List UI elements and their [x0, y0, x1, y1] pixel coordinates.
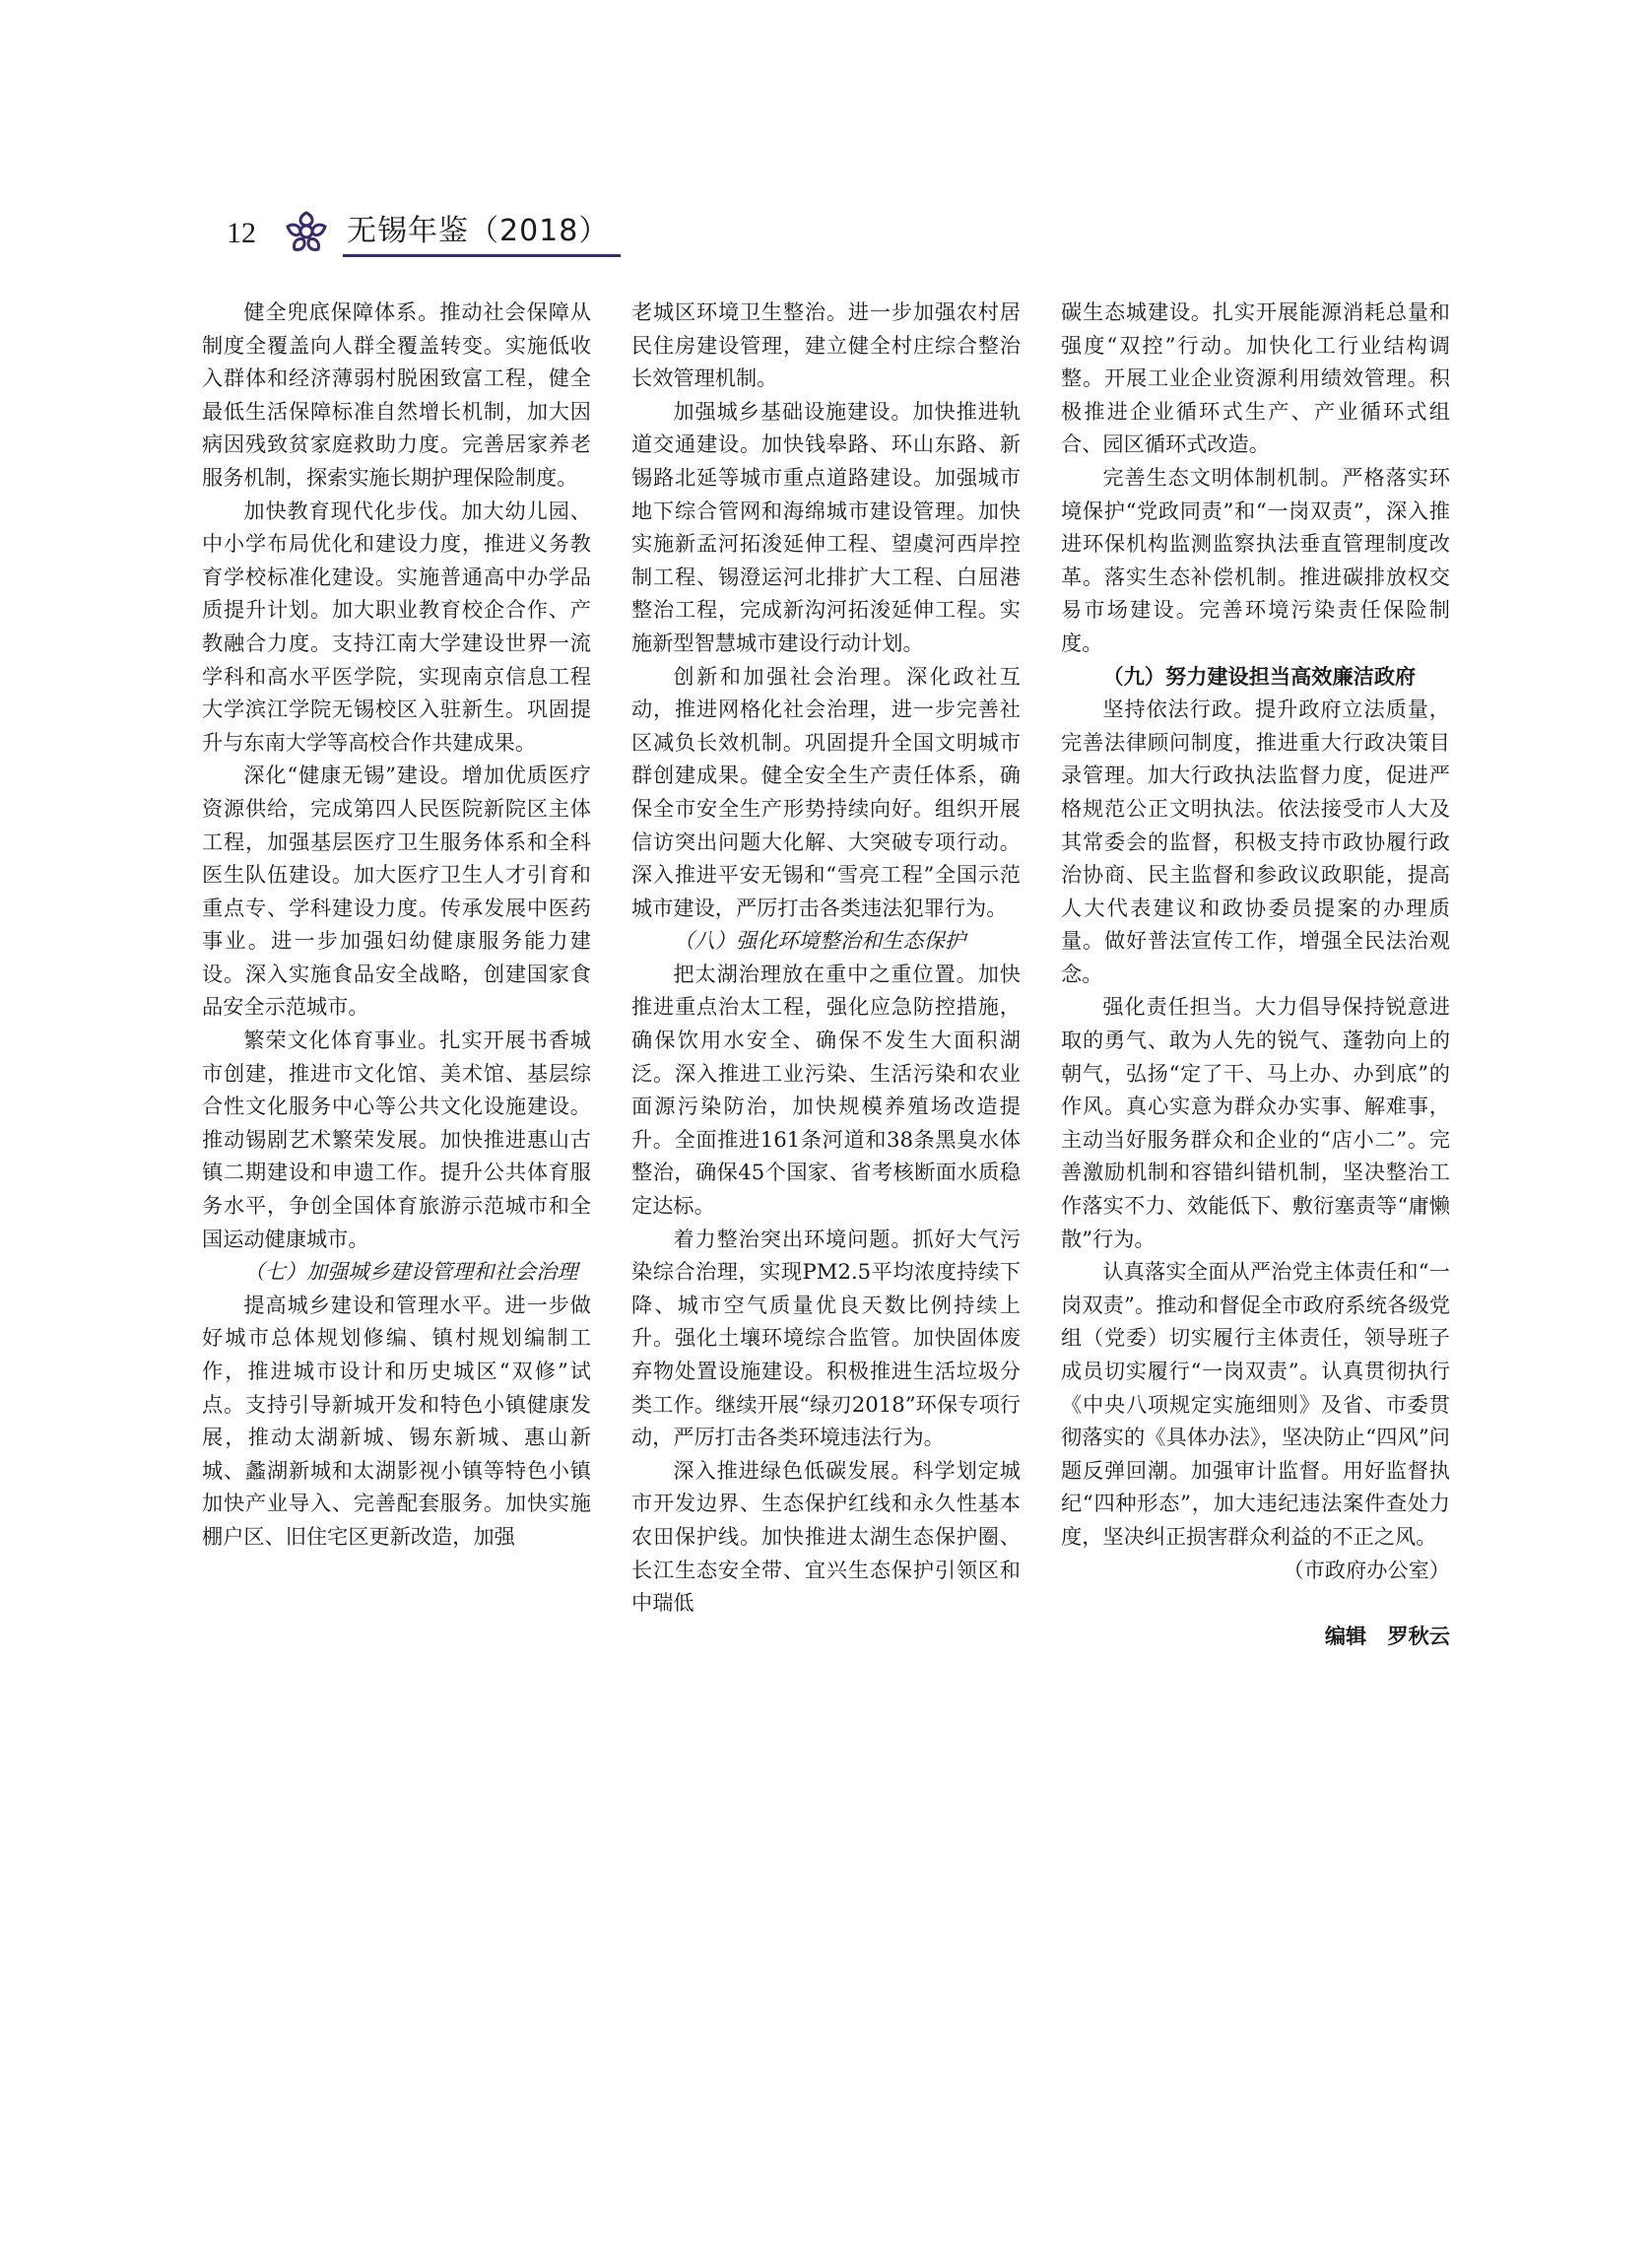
- text-column-3: [1061, 296, 1450, 1653]
- paragraph: 健全兜底保障体系。推动社会保障从制度全覆盖向人群全覆盖转变。实施低收入群体和经济薄弱村脱困致富工程，健全最低生活保障标准自然增长机制，加大因病因残致贫家庭救助力度。完善居家养老服务机制，探索实施长期护理保险制度。: [202, 299, 591, 490]
- paragraph: 把太湖治理放在重中之重位置。加快推进重点治太工程，强化应急防控措施，确保饮用水安全、确保不发生大面积湖泛。深入推进工业污染、生活污染和农业面源污染防治，加快规模养殖场改造提升。全面推进161条河道和38条黑臭水体整治，确保45个国家、省考核断面水质稳定达标。: [631, 961, 1021, 1219]
- paragraph: 创新和加强社会治理。深化政社互动，推进网格化社会治理，进一步完善社区减负长效机制。巩固提升全国文明城市群创建成果。健全安全生产责任体系，确保全市安全生产形势持续向好。组织开展信访突出问题大化解、大突破专项行动。深入推进平安无锡和“雪亮工程”全国示范城市建设，严厉打击各类违法犯罪行为。: [631, 663, 1021, 920]
- source-attribution: （市政府办公室）: [1283, 1557, 1450, 1582]
- paragraph: 认真落实全面从严治党主体责任和“一岗双责”。推动和督促全市政府系统各级党组（党委）切实履行主体责任，领导班子成员切实履行“一岗双责”。认真贯彻执行《中央八项规定实施细则》及省、市委贯彻落实的《具体办法》，坚决防止“四风”问题反弹回潮。加强审计监督。用好监督执纪“四种形态”，加大违纪违法案件查处力度，坚决纠正损害群众利益的不正之风。: [1061, 1259, 1450, 1549]
- paragraph: 强化责任担当。大力倡导保持锐意进取的勇气、敢为人先的锐气、蓬勃向上的朝气，弘扬“定了干、马上办、办到底”的作风。真心实意为群众办实事、解难事，主动当好服务群众和企业的“店小二”。完善激励机制和容错纠错机制，坚决整治工作落实不力、效能低下、敷衍塞责等“庸懒散”行为。: [1061, 994, 1450, 1251]
- paragraph: 加快教育现代化步伐。加大幼儿园、中小学布局优化和建设力度，推进义务教育学校标准化建设。实施普通高中办学品质提升计划。加大职业教育校企合作、产教融合力度。支持江南大学建设世界一流学科和高水平医学院，实现南京信息工程大学滨江学院无锡校区入驻新生。巩固提升与东南大学等高校合作共建成果。: [202, 498, 591, 755]
- paragraph: 碳生态城建设。扎实开展能源消耗总量和强度“双控”行动。加快化工行业结构调整。开展工业企业资源利用绩效管理。积极推进企业循环式生产、产业循环式组合、园区循环式改造。: [1061, 299, 1450, 457]
- section-heading-9: （九）努力建设担当高效廉洁政府: [1102, 663, 1417, 689]
- paragraph: 坚持依法行政。提升政府立法质量，完善法律顾问制度，推进重大行政决策目录管理。加大行政执法监督力度，促进严格规范公正文明执法。依法接受市人大及其常委会的监督，积极支持市政协履行政治协商、民主监督和参政议政职能，提高人大代表建议和政协委员提案的办理质量。做好普法宣传工作，增强全民法治观念。: [1061, 697, 1450, 986]
- paragraph: 老城区环境卫生整治。进一步加强农村居民住房建设管理，建立健全村庄综合整治长效管理机制。: [631, 299, 1021, 391]
- page-number: 12: [227, 217, 256, 249]
- paragraph: 繁荣文化体育事业。扎实开展书香城市创建，推进市文化馆、美术馆、基层综合性文化服务中心等公共文化设施建设。推动锡剧艺术繁荣发展。加快推进惠山古镇二期建设和申遗工作。提升公共体育服务水平，争创全国体育旅游示范城市和全国运动健康城市。: [202, 1028, 591, 1251]
- paragraph: 着力整治突出环境问题。抓好大气污染综合治理，实现PM2.5平均浓度持续下降、城市空气质量优良天数比例持续上升。强化土壤环境综合监管。加快固体废弃物处置设施建设。积极推进生活垃圾分类工作。继续开展“绿刃2018”环保专项行动，严厉打击各类环境违法行为。: [631, 1226, 1021, 1450]
- editor-credit: 编辑 罗秋云: [1324, 1624, 1450, 1649]
- paragraph: 提高城乡建设和管理水平。进一步做好城市总体规划修编、镇村规划编制工作，推进城市设计和历史城区“双修”试点。支持引导新城开发和特色小镇健康发展，推动太湖新城、锡东新城、惠山新城、蠡湖新城和太湖影视小镇等特色小镇加快产业导入、完善配套服务。加快实施棚户区、旧住宅区更新改造，加强: [202, 1292, 591, 1549]
- section-heading-8: （八）强化环境整治和生态保护: [673, 928, 966, 954]
- book-title: 无锡年鉴（2018）: [347, 214, 610, 248]
- text-column-1: [202, 296, 591, 1554]
- paragraph: 加强城乡基础设施建设。加快推进轨道交通建设。加快钱皋路、环山东路、新锡路北延等城市重点道路建设。加强城市地下综合管网和海绵城市建设管理。加快实施新孟河拓浚延伸工程、望虞河西岸控制工程、锡澄运河北排扩大工程、白屈港整治工程，完成新沟河拓浚延伸工程。实施新型智慧城市建设行动计划。: [631, 398, 1021, 655]
- page-header: [197, 209, 621, 256]
- yearbook-logo-icon: [282, 209, 331, 254]
- text-column-2: [631, 296, 1021, 1620]
- section-heading-7: （七）加强城乡建设管理和社会治理: [243, 1259, 578, 1285]
- paragraph: 完善生态文明体制机制。严格落实环境保护“党政同责”和“一岗双责”，深入推进环保机构监测监察执法垂直管理制度改革。落实生态补偿机制。推进碳排放权交易市场建设。完善环境污染责任保险制度。: [1061, 464, 1450, 655]
- header-rule: [343, 254, 621, 257]
- paragraph: 深入推进绿色低碳发展。科学划定城市开发边界、生态保护红线和永久性基本农田保护线。加快推进太湖生态保护圈、长江生态安全带、宜兴生态保护引领区和中瑞低: [631, 1457, 1021, 1616]
- paragraph: 深化“健康无锡”建设。增加优质医疗资源供给，完成第四人民医院新院区主体工程，加强基层医疗卫生服务体系和全科医生队伍建设。加大医疗卫生人才引育和重点专、学科建设力度。传承发展中医药事业。进一步加强妇幼健康服务能力建设。深入实施食品安全战略，创建国家食品安全示范城市。: [202, 763, 591, 1020]
